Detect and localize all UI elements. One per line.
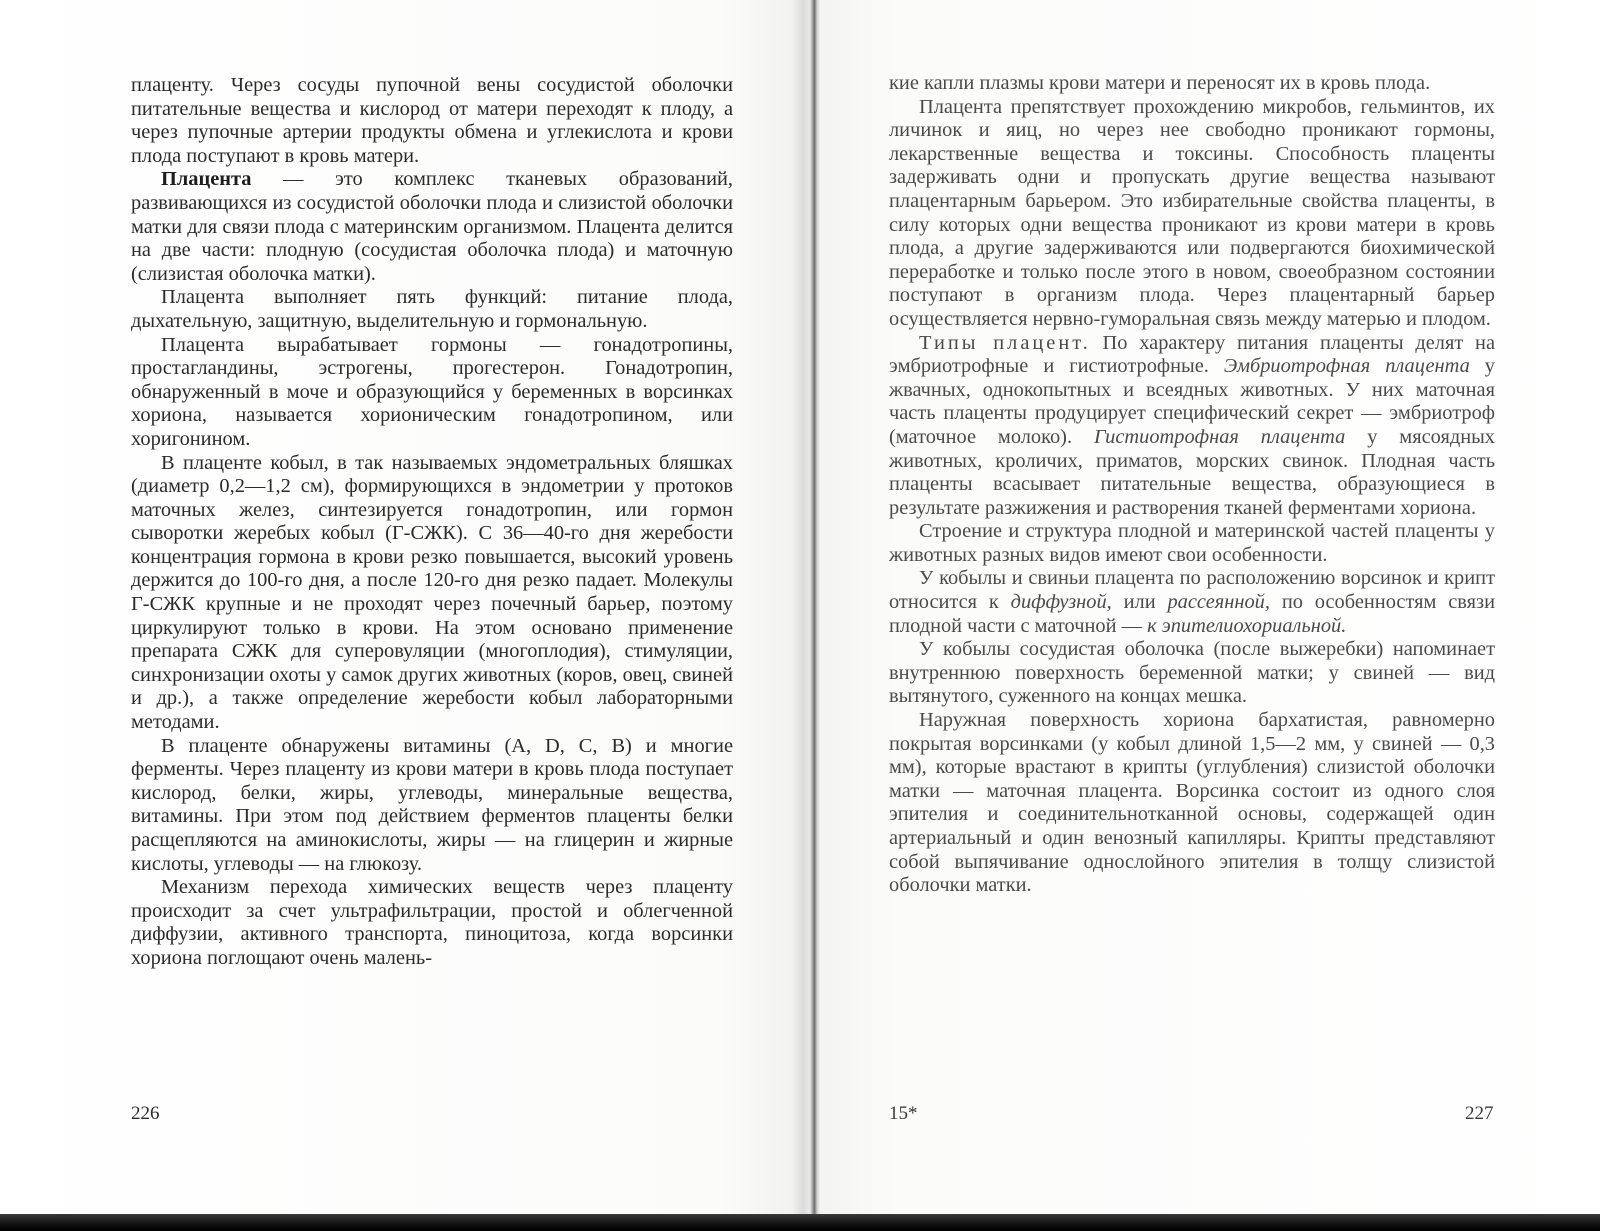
right-paragraph-3-text-1: По характеру питания плаценты делят на эмбриотрофные и гистиотрофные. [889, 331, 1495, 378]
left-paragraph-2 [131, 168, 733, 286]
term-histiotrophic: Гистиотрофная плацента [1093, 425, 1346, 448]
right-paragraph-5-text-2: или [1111, 591, 1168, 614]
right-paragraph-1: кие капли плазмы крови матери и переносят их в кровь плода. [889, 72, 1431, 94]
term-diffuse: диффузной, [1010, 591, 1112, 614]
right-paragraph-3 [889, 332, 1495, 521]
term-scattered: рассеянной, [1167, 591, 1270, 614]
right-paragraph-4: Строение и структура плодной и материнской частей плаценты у животных разных видов имеют свои особенности. [889, 520, 1495, 566]
left-paragraph-1: плаценту. Через сосуды пупочной вены сосудистой оболочки питательные вещества и кислород от матери переходят к плоду, а через пупочные артерии продукты обмена и углекислота и крови плода поступают в кровь матери. [131, 74, 733, 167]
book-gutter [810, 0, 820, 1231]
right-paragraph-6: У кобылы сосудистая оболочка (после выжеребки) напоминает внутреннюю поверхность беременной матки; у свиней — вид вытянутого, суженного на концах мешка. [889, 638, 1495, 708]
section-heading-placenta-types: Типы плацент. [919, 331, 1091, 354]
left-paragraph-4: Плацента вырабатывает гормоны — гонадотропины, простагландины, эстрогены, прогестерон. Гонадотропин, обнаруженный в моче и образующийся у беременных в ворсинках хориона, называется хорионическим гонадотропином, или хоригонином. [131, 333, 733, 450]
left-paragraph-6: В плаценте обнаружены витамины (А, D, С, В) и многие ферменты. Через плаценту из крови матери в кровь плода поступает кислород, белки, жиры, углеводы, минеральные вещества, витамины. При этом под действием ферментов плаценты белки расщепляются на аминокислоты, жиры — на глицерин и жирные кислоты, углеводы — на глюкозу. [131, 734, 733, 875]
term-placenta: Плацента [161, 168, 252, 191]
page-number-left: 226 [131, 1103, 160, 1124]
term-epitheliochorial: к эпителиохориальной. [1147, 614, 1347, 637]
left-paragraph-3: Плацента выполняет пять функций: питание плода, дыхательную, защитную, выделительную и гормональную. [131, 286, 733, 332]
right-paragraph-2: Плацента препятствует прохождению микробов, гельминтов, их личинок и яиц, но через нее свободно проникают гормоны, лекарственные вещества и токсины. Способность плаценты задерживать одни и пропускать другие вещества называют плацентарным барьером. Это избирательные свойства плаценты, в силу которых одни вещества проникают из крови матери в кровь плода, а другие задерживаются или подвергаются биохимической переработке и только после этого в новом, своеобразном состоянии поступают в организм плода. Через плацентарный барьер осуществляется нервно-гуморальная связь между матерью и плодом. [889, 95, 1495, 330]
right-page [889, 72, 1495, 898]
left-paragraph-2-text: — это комплекс тканевых образований, развивающихся из сосудистой оболочки плода и слизистой оболочки матки для связи плода с материнским организмом. Плацента делится на две части: плодную (сосудистая оболочка плода) и маточную (слизистая оболочка матки). [131, 168, 733, 285]
right-paragraph-5-text-3: по особенностям связи плодной части с маточной — [889, 591, 1496, 637]
right-paragraph-3-text-3: у мясоядных животных, кроличих, приматов, морских свинок. Плодная часть плаценты всасывает питательные вещества, образующиеся в результате разжижения и растворения тканей ферментами хориона. [889, 425, 1496, 519]
page-number-right: 227 [1465, 1103, 1494, 1124]
scan-bottom-edge [0, 1214, 1600, 1231]
right-paragraph-5 [889, 567, 1495, 638]
term-embryotrophic: Эмбриотрофная плацента [1223, 355, 1470, 378]
left-page [131, 74, 733, 971]
right-paragraph-3-text-2: у жвачных, однокопытных и всеядных животных. У них маточная часть плаценты продуцирует специфический секрет — эмбриотроф (маточное молоко). [889, 355, 1495, 448]
left-paragraph-5: В плаценте кобыл, в так называемых эндометральных бляшках (диаметр 0,2—1,2 см), формирующихся в эндометрии у протоков маточных желез, синтезируется гонадотропин, или гормон сыворотки жеребых кобыл (Г-СЖК). С 36—40-го дня жеребости концентрация гормона в крови резко повышается, высокий уровень держится до 100-го дня, а после 120-го дня резко падает. Молекулы Г-СЖК крупные и не проходят через почечный барьер, поэтому циркулируют только в крови. На этом основано применение препарата СЖК для суперовуляции (многоплодия), стимуляции, синхронизации охоты у самок других животных (коров, овец, свиней и др.), а также определение жеребости кобыл лабораторными методами. [131, 451, 733, 734]
right-paragraph-5-text-1: У кобылы и свиньи плацента по расположению ворсинок и крипт относится к [889, 567, 1495, 614]
signature-mark: 15* [889, 1103, 918, 1124]
right-paragraph-7: Наружная поверхность хориона бархатистая, равномерно покрытая ворсинками (у кобыл длиной 1,5—2 мм, у свиней — 0,3 мм), которые врастают в крипты (углубления) слизистой оболочки матки — маточная плацента. Ворсинка состоит из одного слоя эпителия и соединительнотканной основы, содержащей один артериальный и один венозный капилляры. Крипты представляют собой выпячивание однослойного эпителия в толщу слизистой оболочки матки. [889, 709, 1495, 897]
left-paragraph-7: Механизм перехода химических веществ через плаценту происходит за счет ультрафильтрации, простой и облегченной диффузии, активного транспорта, пиноцитоза, когда ворсинки хориона поглощают очень малень- [131, 876, 733, 969]
